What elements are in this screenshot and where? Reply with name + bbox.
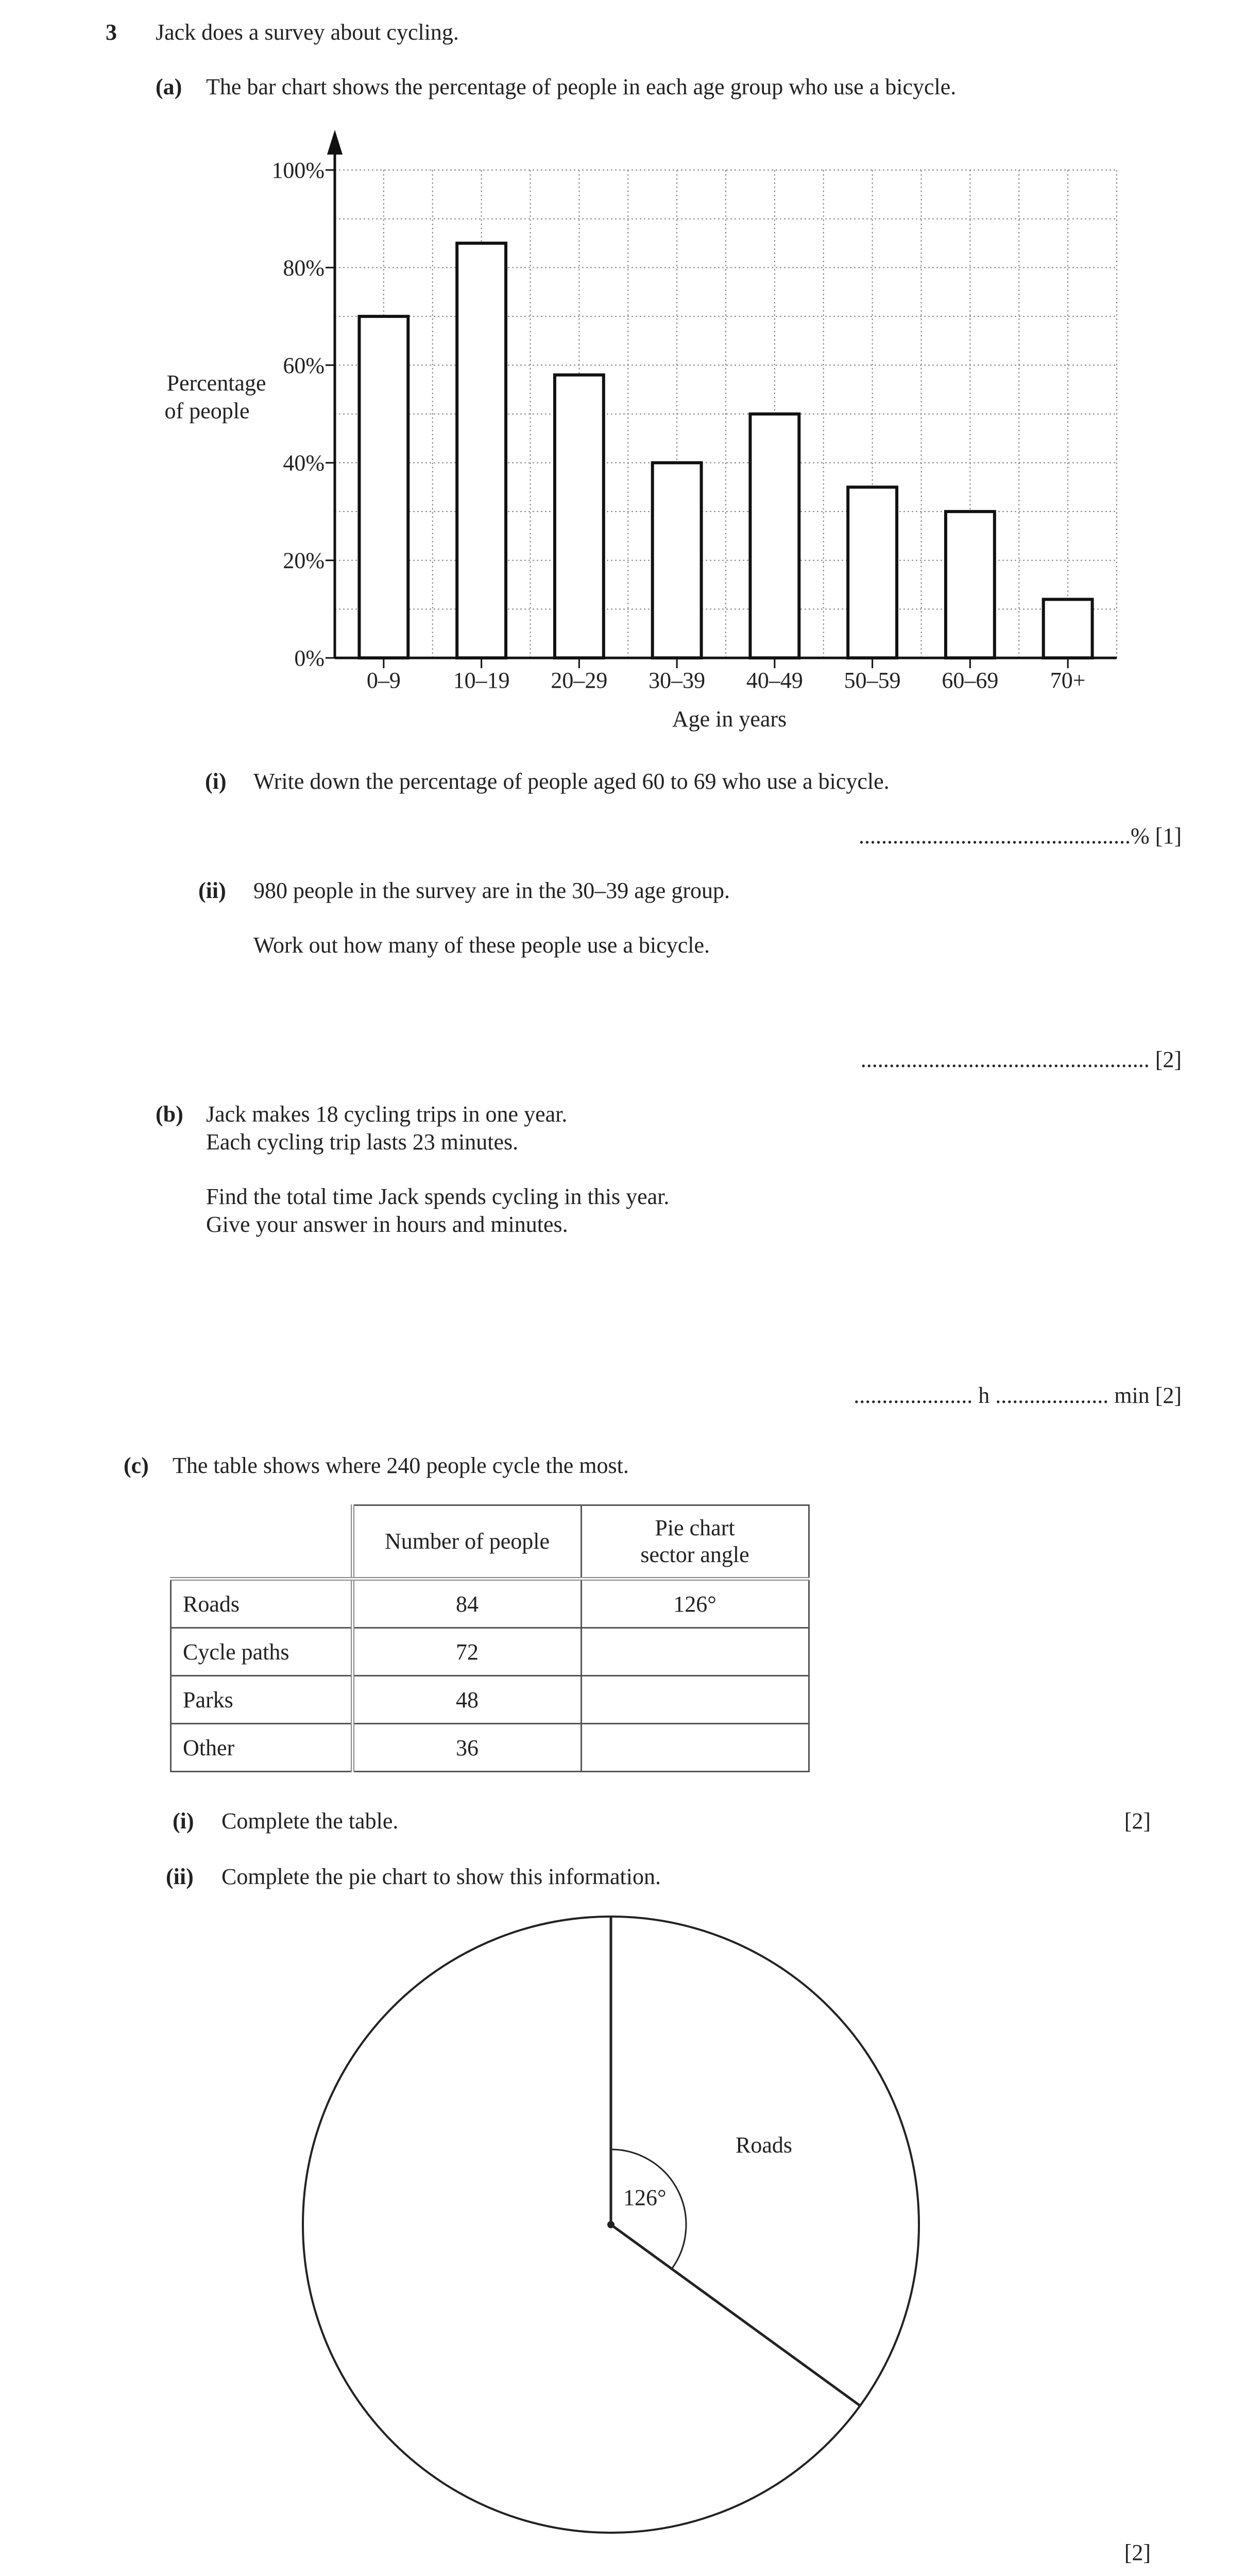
- pie-chart[interactable]: [0, 1880, 1246, 2550]
- part-c-ii-label: (ii): [166, 1864, 194, 1889]
- y-tick-label: 100%: [271, 158, 325, 183]
- pie-angle-label: 126°: [623, 2185, 667, 2210]
- table-cell-angle[interactable]: 126°: [581, 1579, 809, 1628]
- table-cell-number: 36: [352, 1724, 581, 1772]
- table-row: [171, 1724, 809, 1772]
- part-b-answer-line[interactable]: ..................... h .................... min [2]: [854, 1383, 1182, 1408]
- y-axis-label-line1: Percentage: [166, 370, 266, 396]
- table-cell-number: 48: [352, 1676, 581, 1724]
- part-a-ii-answer-line[interactable]: ................................................... [2]: [860, 1047, 1182, 1072]
- table-header-empty: [171, 1505, 353, 1579]
- part-c-i-label: (i): [173, 1808, 194, 1834]
- part-c-i-text: Complete the table.: [221, 1808, 399, 1834]
- y-axis-arrowhead: [327, 130, 343, 155]
- question-intro: Jack does a survey about cycling.: [156, 20, 459, 45]
- table-cell-place: Roads: [171, 1579, 353, 1628]
- y-tick-label: 80%: [283, 255, 325, 281]
- x-tick-label: 0–9: [366, 668, 401, 693]
- bar: [653, 463, 702, 658]
- x-tick-label: 10–19: [453, 668, 510, 693]
- x-tick-label: 70+: [1050, 668, 1086, 693]
- x-tick-label: 30–39: [648, 668, 706, 693]
- bar: [946, 512, 995, 658]
- bar: [359, 316, 408, 658]
- table-cell-place: Parks: [171, 1676, 353, 1724]
- table-header-row: [171, 1505, 809, 1579]
- x-tick-label: 60–69: [942, 668, 999, 693]
- table-row: [171, 1628, 809, 1676]
- part-b-label: (b): [156, 1101, 183, 1127]
- table-header-number: Number of people: [352, 1505, 581, 1579]
- pie-center-dot: [607, 2221, 615, 2228]
- pie-sector-label: Roads: [736, 2132, 792, 2158]
- y-tick-label: 40%: [283, 450, 325, 476]
- part-b-line4: Give your answer in hours and minutes.: [206, 1212, 568, 1237]
- bar: [1044, 599, 1093, 658]
- bar: [457, 243, 506, 658]
- table-row: [171, 1676, 809, 1724]
- part-b-line1: Jack makes 18 cycling trips in one year.: [206, 1101, 568, 1127]
- part-b-line3: Find the total time Jack spends cycling in this year.: [206, 1184, 670, 1209]
- x-axis-label: Age in years: [672, 706, 787, 732]
- part-c-ii-text: Complete the pie chart to show this information.: [221, 1864, 661, 1889]
- y-tick-label: 60%: [283, 352, 325, 378]
- table-cell-number: 84: [352, 1579, 581, 1628]
- part-c-i-marks: [2]: [1124, 1808, 1151, 1834]
- x-tick-label: 40–49: [746, 668, 803, 693]
- part-a-i-text: Write down the percentage of people aged 60 to 69 who use a bicycle.: [253, 769, 890, 794]
- table-cell-angle[interactable]: [581, 1628, 809, 1676]
- bar: [750, 414, 799, 658]
- x-tick-label: 50–59: [844, 668, 901, 693]
- part-a-i-label: (i): [205, 769, 227, 794]
- part-c-text: The table shows where 240 people cycle the most.: [173, 1453, 629, 1478]
- part-c-ii-marks: [2]: [1124, 2540, 1151, 2565]
- table-cell-place: Other: [171, 1724, 353, 1772]
- table-header-angle-line1: Pie chart: [655, 1515, 735, 1540]
- bar: [848, 487, 897, 658]
- part-a-i-answer-line[interactable]: ................................................% [1]: [859, 823, 1182, 849]
- part-b-line2: Each cycling trip lasts 23 minutes.: [206, 1129, 519, 1155]
- y-tick-label: 20%: [283, 548, 325, 573]
- table-header-angle: [581, 1505, 809, 1579]
- part-a-ii-text1: 980 people in the survey are in the 30–39 age group.: [253, 878, 730, 903]
- bar-chart: [0, 103, 1246, 876]
- part-a-ii-text2: Work out how many of these people use a bicycle.: [253, 933, 710, 958]
- question-number: 3: [106, 20, 117, 45]
- y-tick-label: 0%: [294, 646, 325, 671]
- part-a-text: The bar chart shows the percentage of people in each age group who use a bicycle.: [206, 74, 957, 99]
- table-row: [171, 1579, 809, 1628]
- part-c-label: (c): [124, 1453, 149, 1478]
- y-axis-label-line2: of people: [164, 398, 250, 423]
- pie-radius-line: [611, 2225, 860, 2405]
- part-a-ii-label: (ii): [198, 878, 226, 903]
- table-cell-angle[interactable]: [581, 1676, 809, 1724]
- part-a-label: (a): [156, 74, 182, 99]
- cycling-places-table: [170, 1504, 810, 1772]
- table-cell-number: 72: [352, 1628, 581, 1676]
- table-cell-place: Cycle paths: [171, 1628, 353, 1676]
- bar: [555, 375, 604, 658]
- table-header-angle-line2: sector angle: [640, 1542, 749, 1567]
- x-tick-label: 20–29: [551, 668, 608, 693]
- table-cell-angle[interactable]: [581, 1724, 809, 1772]
